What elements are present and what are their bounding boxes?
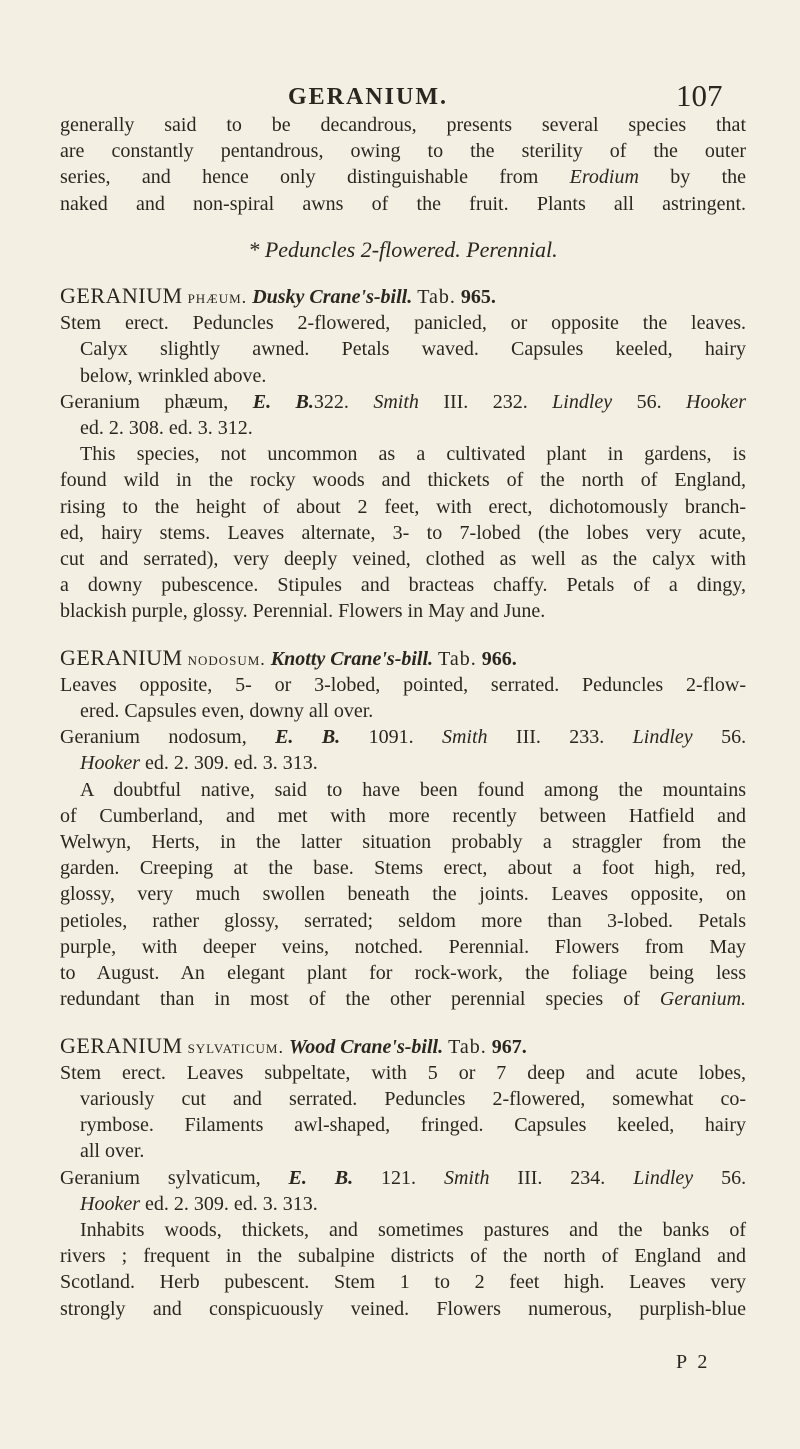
species-heading	[60, 283, 746, 310]
tab-label: Tab.	[417, 286, 456, 309]
references-line: ed. 2. 308. ed. 3. 312.	[80, 417, 253, 440]
diagnosis-line: Stem erect. Peduncles 2-flowered, panicled, or opposite the leaves.	[60, 312, 746, 335]
ref-name: Geranium sylvaticum,	[60, 1166, 261, 1189]
species-epithet: phæum.	[187, 287, 248, 308]
tab-label: Tab.	[448, 1035, 487, 1058]
intro-paragraph	[60, 112, 746, 217]
page-body	[60, 112, 746, 1322]
diagnosis-line: all over.	[80, 1140, 145, 1163]
description-line: a downy pubescence. Stipules and bracteas chaffy. Petals of a dingy,	[60, 574, 746, 597]
description-line: This species, not uncommon as a cultivated plant in gardens, is	[80, 443, 746, 466]
ref-smith: Smith	[443, 1166, 490, 1189]
ref-hooker-editions: ed. 2. 309. ed. 3. 313.	[144, 1192, 318, 1215]
description-line: of Cumberland, and met with more recently between Hatfield and	[60, 804, 746, 827]
species-epithet: nodosum.	[187, 648, 266, 669]
running-head: GERANIUM.	[288, 84, 448, 110]
description-line: blackish purple, glossy. Perennial. Flowers in May and June.	[60, 600, 546, 623]
tab-number: 967.	[491, 1035, 527, 1058]
text-fragment: by the	[670, 166, 747, 189]
description-line: garden. Creeping at the base. Stems erect, about a foot high, red,	[60, 857, 746, 880]
ref-eb-num: 121.	[381, 1166, 417, 1189]
diagnosis-line: Calyx slightly awned. Petals waved. Capsules keeled, hairy	[80, 338, 746, 361]
description-line: strongly and conspicuously veined. Flowers numerous, purplish-blue	[60, 1297, 746, 1320]
ref-smith-num: III. 234.	[517, 1166, 606, 1189]
genus-name-italic: Geranium.	[659, 988, 747, 1011]
ref-lindley-num: 56.	[721, 726, 747, 749]
ref-smith: Smith	[441, 726, 488, 749]
genus-name-italic: Erodium	[569, 166, 639, 189]
vernacular-name: Knotty Crane's-bill.	[270, 647, 434, 670]
ref-eb: E. B.	[288, 1166, 354, 1189]
diagnosis-line: Leaves opposite, 5- or 3-lobed, pointed, serrated. Peduncles 2-flow-	[60, 673, 746, 696]
tab-number: 965.	[460, 286, 496, 309]
ref-name: Geranium nodosum,	[60, 726, 247, 749]
section-heading: * Peduncles 2-flowered. Perennial.	[248, 236, 558, 262]
references-line	[60, 389, 746, 415]
description-line: purple, with deeper veins, notched. Perennial. Flowers from May	[60, 935, 746, 958]
diagnosis-line: below, wrinkled above.	[80, 364, 267, 387]
ref-smith: Smith	[373, 390, 419, 413]
text-line: naked and non-spiral awns of the fruit. Plants all astringent.	[60, 192, 746, 215]
vernacular-name: Dusky Crane's-bill.	[252, 286, 413, 309]
ref-lindley: Lindley	[632, 726, 693, 749]
species-heading	[60, 1033, 746, 1060]
vernacular-name: Wood Crane's-bill.	[288, 1035, 444, 1058]
ref-eb-num: 1091.	[368, 726, 414, 749]
description-line: cut and serrated), very deeply veined, clothed as well as the calyx with	[60, 548, 746, 571]
description-line: to August. An elegant plant for rock-work, the foliage being less	[60, 962, 746, 985]
diagnosis-line: Stem erect. Leaves subpeltate, with 5 or 7 deep and acute lobes,	[60, 1061, 746, 1084]
description-line: glossy, very much swollen beneath the joints. Leaves opposite, on	[60, 883, 746, 906]
text-line: are constantly pentandrous, owing to the sterility of the outer	[60, 140, 746, 163]
references-line	[60, 750, 746, 776]
ref-eb: E. B.	[252, 390, 314, 413]
species-entry-sylvaticum	[60, 1033, 746, 1322]
tab-number: 966.	[481, 647, 517, 670]
ref-smith-num: III. 232.	[443, 390, 528, 413]
ref-smith-num: III. 233.	[515, 726, 605, 749]
species-entry-phaeum	[60, 283, 746, 625]
description-line: ed, hairy stems. Leaves alternate, 3- to 7-lobed (the lobes very acute,	[60, 521, 746, 544]
species-heading	[60, 645, 746, 672]
species-epithet: sylvaticum.	[187, 1036, 284, 1057]
ref-name: Geranium phæum,	[60, 390, 229, 413]
ref-lindley-num: 56.	[636, 390, 662, 413]
tab-label: Tab.	[438, 647, 477, 670]
ref-lindley: Lindley	[552, 390, 613, 413]
genus-name: GERANIUM	[60, 1032, 183, 1058]
description-line: A doubtful native, said to have been found among the mountains	[80, 778, 746, 801]
text-fragment: redundant than in most of the other perennial species of	[60, 988, 640, 1011]
ref-lindley: Lindley	[633, 1166, 694, 1189]
diagnosis-line: ered. Capsules even, downy all over.	[80, 700, 374, 723]
references-line	[60, 724, 746, 750]
page-number: 107	[676, 78, 723, 113]
description-line: petioles, rather glossy, serrated; seldom more than 3-lobed. Petals	[60, 909, 746, 932]
description-line: found wild in the rocky woods and thickets of the north of England,	[60, 469, 746, 492]
description-line: rivers ; frequent in the subalpine districts of the north of England and	[60, 1245, 746, 1268]
ref-hooker-editions: ed. 2. 309. ed. 3. 313.	[144, 752, 318, 775]
ref-hooker: Hooker	[80, 752, 140, 775]
ref-lindley-num: 56.	[721, 1166, 747, 1189]
ref-eb-num: 322.	[313, 390, 349, 413]
ref-hooker: Hooker	[80, 1192, 140, 1215]
text-line	[60, 164, 746, 190]
references-line	[60, 1165, 746, 1191]
description-line: rising to the height of about 2 feet, with erect, dichotomously branch-	[60, 495, 746, 518]
genus-name: GERANIUM	[60, 283, 183, 309]
genus-name: GERANIUM	[60, 644, 183, 670]
diagnosis-line: rymbose. Filaments awl-shaped, fringed. Capsules keeled, hairy	[80, 1114, 746, 1137]
text-fragment: series, and hence only distinguishable from	[60, 166, 539, 189]
ref-eb: E. B.	[275, 726, 341, 749]
species-entry-nodosum	[60, 645, 746, 1013]
description-line: Welwyn, Herts, in the latter situation probably a straggler from the	[60, 831, 746, 854]
description-line: Scotland. Herb pubescent. Stem 1 to 2 feet high. Leaves very	[60, 1271, 746, 1294]
references-line	[60, 1191, 746, 1217]
ref-hooker: Hooker	[686, 390, 747, 413]
text-line: generally said to be decandrous, presents several species that	[60, 114, 746, 136]
description-line: Inhabits woods, thickets, and sometimes pastures and the banks of	[80, 1218, 746, 1241]
diagnosis-line: variously cut and serrated. Peduncles 2-flowered, somewhat co-	[80, 1087, 746, 1110]
signature-mark: P 2	[676, 1351, 711, 1373]
description-line	[60, 986, 746, 1012]
